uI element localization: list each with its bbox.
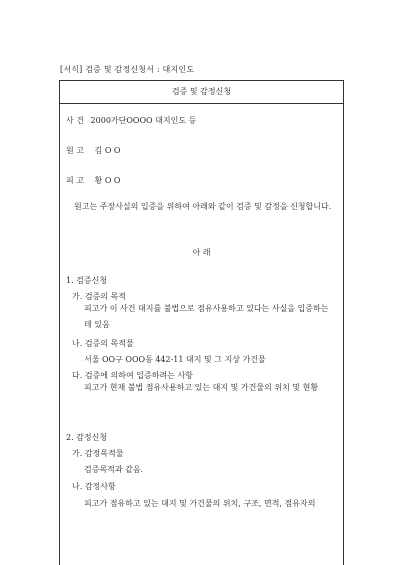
document-caption: [서식] 검증 및 감정신청서 : 대지인도 [60,65,195,74]
section-2-a-text: 검증목적과 같음. [84,465,144,474]
plaintiff-label: 원 고 [66,146,84,155]
section-2-b-text: 피고가 점유하고 있는 대지 및 가건물의 위치, 구조, 면적, 점유자의 [84,499,316,508]
section-2-a-title: 가. 감정목적물 [72,449,124,458]
defendant-row [66,175,120,186]
plaintiff-row [66,145,120,156]
case-row [66,115,196,126]
defendant-value: 황 O O [94,176,121,185]
section-1-b-title: 나. 검증의 목적물 [72,339,134,348]
defendant-label: 피 고 [66,176,84,185]
section-1-c-title: 다. 검증에 의하여 입증하려는 사항 [72,371,193,380]
section-2-title: 2. 감정신청 [66,433,108,442]
section-1-c-text: 피고가 현재 불법 점유사용하고 있는 대지 및 가건물의 위치 및 현황 [84,383,319,392]
form-title: 검증 및 감정신청 [60,81,343,104]
plaintiff-value: 김 O O [94,146,121,155]
form-box [59,80,344,565]
section-2-b-title: 나. 감정사항 [72,482,116,491]
intro-paragraph: 원고는 주장사실의 입증을 위하여 아래와 같이 검증 및 감정을 신청합니다. [74,202,332,211]
section-heading: 아 래 [192,248,211,257]
section-1-a-title: 가. 검증의 목적 [72,292,126,301]
case-label: 사 건 [66,116,84,125]
section-1-b-text: 서울 OO구 OOO동 442-11 대지 및 그 지상 가건물 [84,355,266,364]
section-1-a-text: 피고가 이 사건 대지를 불법으로 점유사용하고 있다는 사실을 입증하는데 있음 [84,304,329,329]
section-1-title: 1. 검증신청 [66,276,108,285]
case-value: 2000가단OOOO 대지인도 등 [90,116,197,125]
